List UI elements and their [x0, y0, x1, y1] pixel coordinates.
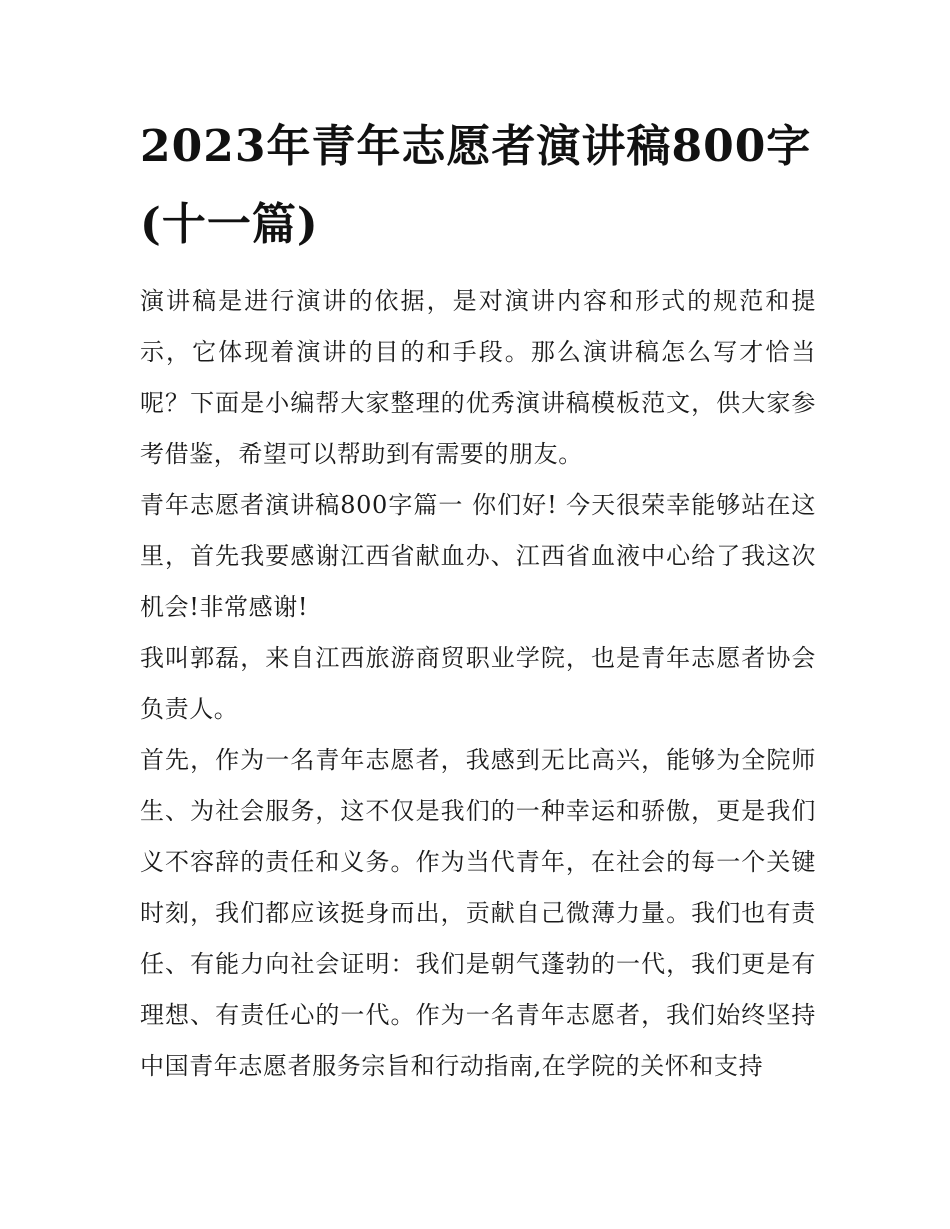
intro-paragraph: 演讲稿是进行演讲的依据，是对演讲内容和形式的规范和提示，它体现着演讲的目的和手段。那么演讲稿怎么写才恰当呢？下面是小编帮大家整理的优秀演讲稿模板范文，供大家参考借鉴，希望可以帮助到有需要的朋友。	[140, 287, 816, 468]
self-introduction-paragraph: 我叫郭磊，来自江西旅游商贸职业学院，也是青年志愿者协会负责人。	[140, 644, 816, 723]
document-body	[140, 276, 816, 1092]
speech-body-paragraph: 首先，作为一名青年志愿者，我感到无比高兴，能够为全院师生、为社会服务，这不仅是我们的一种幸运和骄傲，更是我们义不容辞的责任和义务。作为当代青年，在社会的每一个关键时刻，我们都应该挺身而出，贡献自己微薄力量。我们也有责任、有能力向社会证明：我们是朝气蓬勃的一代，我们更是有理想、有责任心的一代。作为一名青年志愿者，我们始终坚持中国青年志愿者服务宗旨和行动指南,在学院的关怀和支持	[140, 746, 816, 1080]
page-title: 2023年青年志愿者演讲稿800字(十一篇)	[140, 121, 812, 250]
speech-opening-paragraph: 青年志愿者演讲稿800字篇一 你们好! 今天很荣幸能够站在这里，首先我要感谢江西省献血办、江西省血液中心给了我这次机会!非常感谢!	[140, 491, 816, 621]
